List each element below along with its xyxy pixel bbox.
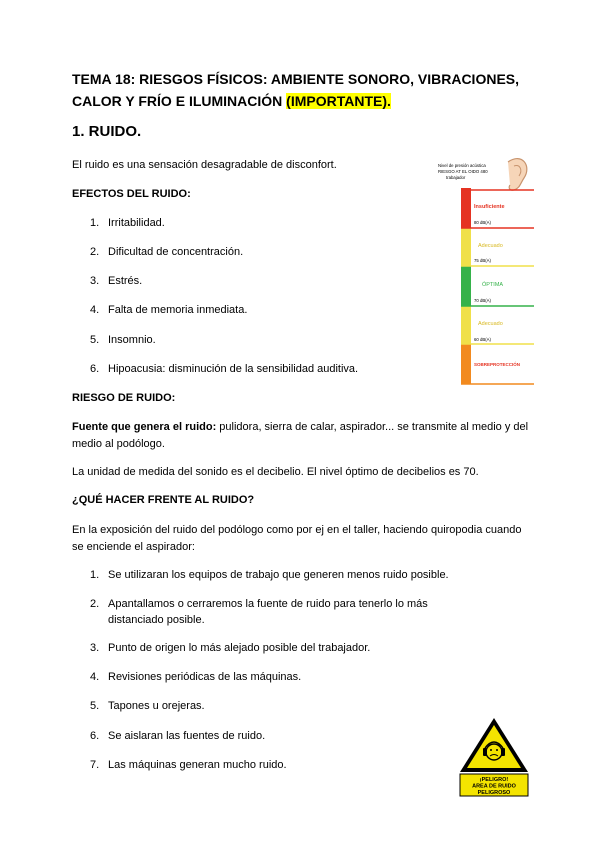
chart-header-1: Nivel de presión acústica	[438, 163, 486, 168]
ear-icon	[508, 159, 527, 191]
level-value: 80 dB(A)	[474, 220, 491, 225]
level-bar-sobreproteccion	[461, 344, 471, 384]
level-bar-insuficiente	[461, 188, 471, 228]
document-title	[72, 68, 542, 112]
list-item: 1. Se utilizaran los equipos de trabajo que generen menos ruido posible.	[90, 569, 449, 581]
warning-line-1: ¡PELIGRO!	[479, 777, 509, 783]
list-item: 6. Se aislaran las fuentes de ruido.	[90, 730, 266, 742]
list-item: 6. Hipoacusia: disminución de la sensibilidad auditiva.	[90, 363, 359, 375]
list-item: 2. Dificultad de concentración.	[90, 246, 244, 258]
level-label: SOBREPROTECCIÓN	[474, 362, 521, 367]
que-hacer-heading: ¿QUÉ HACER FRENTE AL RUIDO?	[72, 494, 255, 506]
level-label: Adecuado	[478, 321, 503, 327]
noise-warning-sign	[458, 716, 530, 798]
list-item: 7. Las máquinas generan mucho ruido.	[90, 759, 287, 771]
level-bar-optima	[461, 266, 471, 306]
list-item: 2. Apantallamos o cerraremos la fuente de ruido para tenerlo lo más distanciado posible.	[90, 598, 428, 626]
fuente-label: Fuente que genera el ruido:	[72, 421, 217, 433]
unidad-paragraph: La unidad de medida del sonido es el decibelio. El nivel óptimo de decibelios es 70.	[72, 466, 479, 478]
riesgo-heading: RIESGO DE RUIDO:	[72, 392, 176, 404]
level-value: 70 dB(A)	[474, 298, 491, 303]
title-highlight: (IMPORTANTE).	[286, 93, 391, 109]
level-value: 60 dB(A)	[474, 337, 491, 342]
chart-header-3: trabajador	[446, 175, 466, 180]
list-item: 4. Falta de memoria inmediata.	[90, 304, 248, 316]
level-label: ÓPTIMA	[482, 282, 504, 288]
noise-level-chart	[428, 148, 538, 388]
section-heading-ruido: 1. RUIDO.	[72, 123, 142, 140]
level-value: 75 dB(A)	[474, 258, 491, 263]
warning-line-3: PELIGROSO	[477, 790, 511, 796]
intro-paragraph: El ruido es una sensación desagradable de disconfort.	[72, 159, 337, 171]
chart-header-2: RIESGO AT EL OIDO 480	[438, 169, 488, 174]
face-with-ear-protectors-icon	[486, 744, 502, 760]
list-item: 3. Estrés.	[90, 275, 143, 287]
level-label: Insuficiente	[474, 204, 505, 210]
list-item: 3. Punto de origen lo más alejado posible del trabajador.	[90, 642, 371, 654]
fuente-paragraph	[72, 419, 532, 453]
que-hacer-intro: En la exposición del ruido del podólogo como por ej en el taller, haciendo quiropodia cuando se enciende el aspirador:	[72, 524, 522, 553]
level-label: Adecuado	[478, 243, 503, 249]
title-main: TEMA 18: RIESGOS FÍSICOS: AMBIENTE SONORO, VIBRACIONES, CALOR Y FRÍO E ILUMINACIÓN	[72, 71, 520, 109]
list-item: 5. Tapones u orejeras.	[90, 700, 205, 712]
list-item: 1. Irritabilidad.	[90, 217, 165, 229]
level-bar-adecuado-high	[461, 228, 471, 266]
efectos-heading: EFECTOS DEL RUIDO:	[72, 188, 191, 200]
list-item: 4. Revisiones periódicas de las máquinas.	[90, 671, 302, 683]
warning-line-2: AREA DE RUIDO	[472, 783, 516, 790]
fuente-text: pulidora, sierra de calar, aspirador... se transmite al medio y del medio al podólogo.	[72, 421, 529, 450]
list-item: 5. Insomnio.	[90, 334, 156, 346]
level-bar-adecuado-low	[461, 306, 471, 344]
